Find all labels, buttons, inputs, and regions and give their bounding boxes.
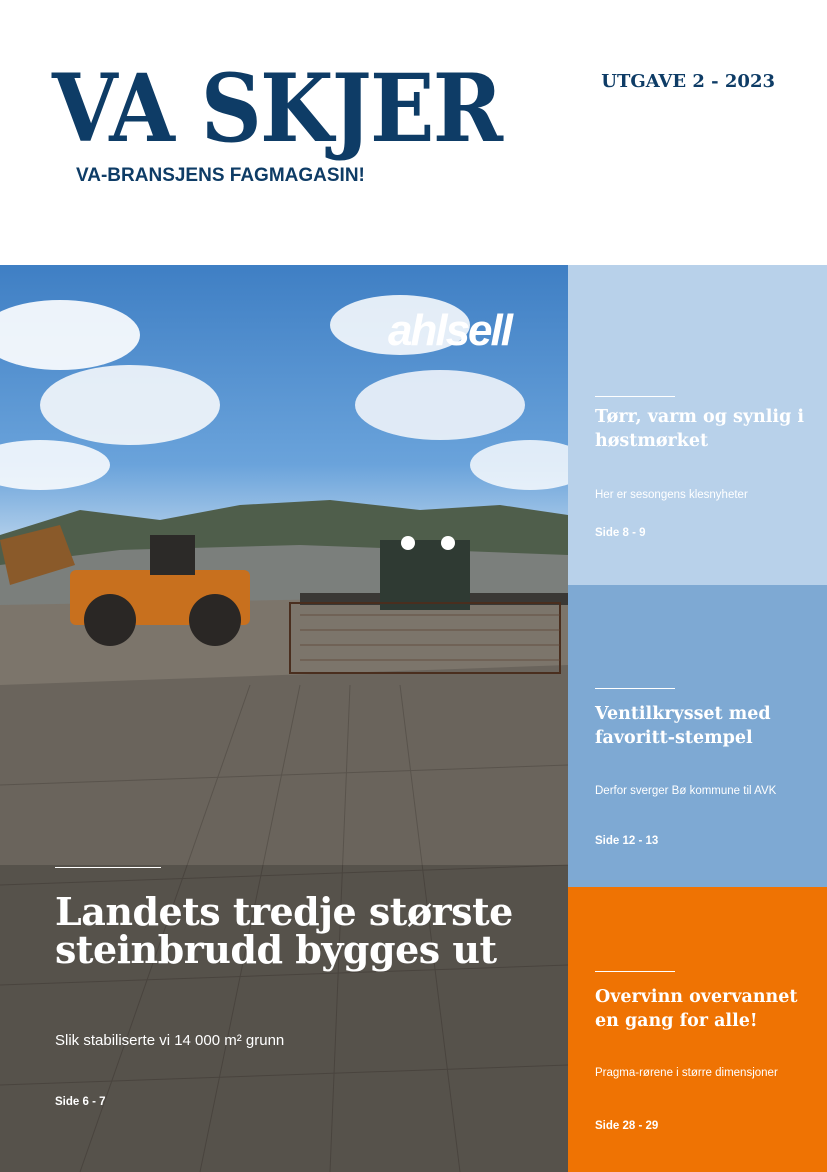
teaser-title: Ventilkrysset med favoritt-stempel xyxy=(595,704,771,748)
ahlsell-logo: ahlsell xyxy=(388,306,511,355)
teaser-page-ref: Side 12 - 13 xyxy=(595,835,659,847)
teaser-page-ref: Side 8 - 9 xyxy=(595,527,646,539)
teaser-subtitle: Derfor sverger Bø kommune til AVK xyxy=(595,785,777,797)
issue-label: UTGAVE 2 - 2023 xyxy=(601,71,775,92)
teaser-divider xyxy=(595,971,675,972)
teaser-panel-clothing xyxy=(568,265,827,585)
teaser-panel-valve xyxy=(568,585,827,887)
teaser-title: Tørr, varm og synlig i høstmørket xyxy=(595,407,805,451)
teaser-subtitle: Pragma-rørene i større dimensjoner xyxy=(595,1067,778,1079)
teaser-subtitle: Her er sesongens klesnyheter xyxy=(595,489,748,501)
lead-divider xyxy=(55,867,161,868)
magazine-tagline: VA-BRANSJENS FAGMAGASIN! xyxy=(76,165,365,186)
lead-subtitle: Slik stabiliserte vi 14 000 m² grunn xyxy=(55,1032,285,1049)
teaser-title: Overvinn overvannet en gang for alle! xyxy=(595,987,798,1031)
magazine-title: VA SKJER xyxy=(52,54,502,164)
teaser-divider xyxy=(595,396,675,397)
lead-page-ref: Side 6 - 7 xyxy=(55,1096,106,1108)
teaser-divider xyxy=(595,688,675,689)
lead-headline: Landets tredje største steinbrudd bygges ut xyxy=(55,889,513,972)
teaser-panel-stormwater xyxy=(568,887,827,1172)
teaser-page-ref: Side 28 - 29 xyxy=(595,1120,659,1132)
